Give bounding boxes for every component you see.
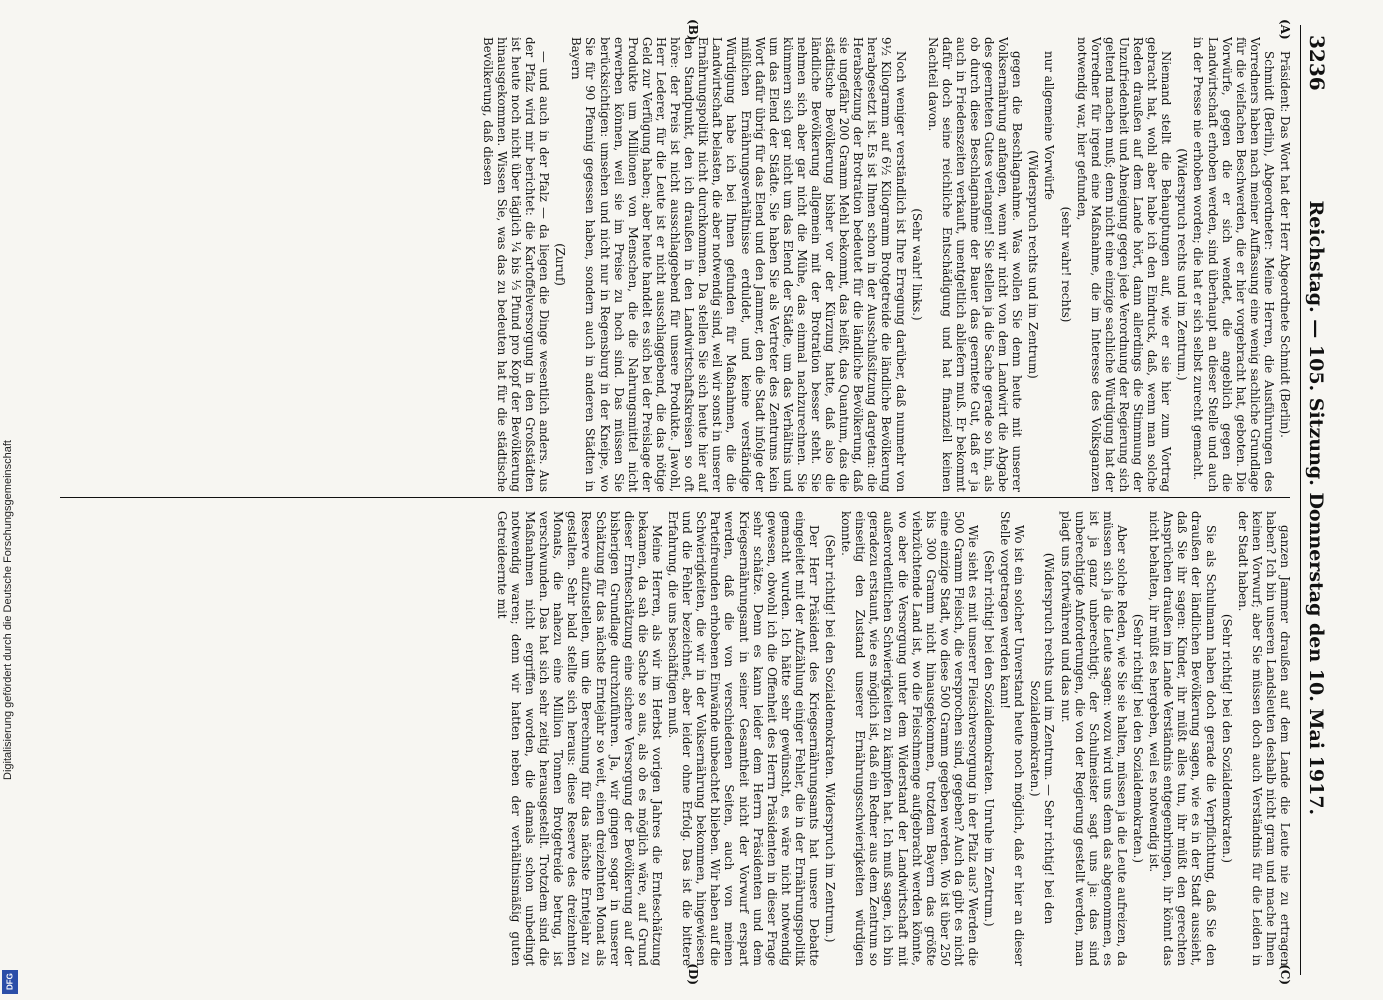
dfg-logo-text: DFG <box>5 973 15 991</box>
interjection: (Sehr richtig! bei den Sozialdemokraten.) <box>1131 613 1146 864</box>
interjection: (Sehr richtig! bei den Sozialdemokraten. Widerspruch im Zentrum.) <box>823 534 838 943</box>
paragraph: Sie als Schulmann haben doch gerade die Verpflichtung, daß Sie den draußen der ländlichen Bevölkerung sagen, wie es in der Stadt aussieht, daß Sie ihr sagen: Kinder, ihr müßt alles tun, ihr müßt den gerechten Ansprüchen draußen im Lande Verständnis entgegenbringen, ihr könnt das nicht behalten, ihr müßt es hergeben, weil es notwendig ist. <box>1147 511 1218 966</box>
margin-marker-c: (C) <box>1278 964 1292 985</box>
page-header <box>1300 25 1340 975</box>
margin-marker-b: (B) <box>686 19 700 41</box>
paragraph: Aber solche Reden, wie Sie sie halten, müssen ja die Leute aufreizen, da müssen sich ja die Leute sagen: wozu wird uns denn das abgenommen, es ist ja ganz unberechtigt; der Schulmeister sagt uns ja: das sind unberechtigte Anforderungen, die von der Regierung gestellt werden, man plagt uns fortwährend und das nur. <box>1058 511 1129 966</box>
paragraph: — und auch in der Pfalz — da liegen die Dinge wesentlich anders. Aus der Pfalz wird mir berichtet: die Kartoffelversorgung in den Großstädten ist heute noch nicht über täglich ¼ bis ⅓ Pfund pro Kopf der Bevölkerung hinausgekommen. Wissen Sie, was das zu bedeuten hat für die städtische Bevölkerung, daß diesen <box>480 37 552 492</box>
interjection: (Zuruf) <box>553 243 568 286</box>
paragraph: gegen die Beschlagnahme. Was wollen Sie denn heute mit unserer Volksernährung anfangen, wenn wir nicht von dem Landwirt die Abgabe des geernteten Gutes verlangen! Sie stellen ja die Sache gerade so hin, als ob durch diese Beschlagnahme der Bauer das geerntete Gut, daß er ja auch in Friedenszeiten verkauft, unentgeltlich abliefern muß. Er bekommt dafür doch seine reichliche Entschädigung und hat finanziell keinen Nachteil davon. <box>925 37 1025 492</box>
paragraph: ganzen Jammer draußen auf dem Lande die Leute nie zu ertragen haben? Ich bin unseren Landsleuten deshalb nicht gram und mache Ihnen keinen Vorwurf; aber Sie müssen doch auch Verständnis für die Leiden in der Stadt haben. <box>1235 511 1292 966</box>
credit-text: Digitalisierung gefördert durch die Deutsche Forschungsgemeinschaft <box>2 440 14 780</box>
paragraph: Der Herr Präsident des Kriegsernährungsamts hat unsere Debatte eingeleitet mit der Aufzählung einiger Fehler, die in der Ernährungspolitik gemacht wurden. Ich hätte sehr gewünscht, es wäre nicht notwendig gewesen, obwohl ich die Offenheit des Herrn Präsidenten in dieser Frage sehr schätze. Denn es kann leider dem Herrn Präsidenten und dem Kriegsernährungsamt in seiner Gesamtheit nicht der Vorwurf erspart werden, daß die von verschiedenen Seiten, auch von meinen Parteifreunden erhobenen Einwände unbeachtet blieben. Wir haben auf die Schwierigkeiten, die wir in der Volksernährung bekommen, hingewiesen und die Fehler bezeichnet, aber leider ohne Erfolg. Das ist die bittere Erfahrung, die uns beschäftigen muß. <box>666 511 821 966</box>
interjection: (Widerspruch rechts und im Zentrum. — Sehr richtig! bei den Sozialdemokraten.) <box>1028 552 1057 925</box>
paragraph: Noch weniger verständlich ist Ihre Erregung darüber, daß nunmehr von 9½ Kilogramm auf 6½ Kilogramm Brotgetreide die ländliche Bevölkerung herabgesetzt ist. Es ist Ihnen schon in der Ausschußsitzung dargetan: die Herabsetzung der Brotration bedeutet für die ländliche Bevölkerung, daß sie ungefähr 200 Gramm Mehl bekommt, das heißt, das Quantum, das die städtische Bevölkerung bisher vor der Kürzung hatte, daß also die ländliche Bevölkerung allgemein mit der Brotration besser steht. Sie nehmen sich aber gar nicht die Mühe, das einmal nachzurechnen. Sie kümmern sich gar nicht um das Elend der Städte, um das Verhältnis und um das Elend der Städte. Sie haben Sie als Vertreter des Zentrums kein Wort dafür übrig für das Elend und den Jammer, den die Stadt infolge der mißlichen Ernährungsverhältnisse erduldet, und keine verständige Würdigung habe ich bei Ihnen gefunden für Maßnahmen, die die Landwirtschaft belasten, die aber notwendig sind, weil wir sonst in unserer Ernährungspolitik nicht durchkommen. Da stellen Sie sich heute hier auf den Standpunkt, den ich draußen in den Landwirtschaftskreisen so oft höre: der Preis ist nicht ausschlaggebend für unsere Produkte. Jawohl, Herr Lederer, für die Leute ist er nicht ausschlaggebend, die das nötige Geld zur Verfügung haben; aber heute handelt es sich bei der Preislage der Produkte um Millionen von Menschen, die die Nahrungsmittel nicht erwerben können, weil sie im Preise zu hoch sind. Das müssen Sie berücksichtigen: umsehen und nicht nur in Regensburg in der Kneipe, wo Sie für 90 Pfennig gegessen haben, sondern auch in anderen Städten in Bayern <box>569 37 908 492</box>
interjection: (Sehr richtig! bei den Sozialdemokraten. Unruhe im Zentrum.) <box>982 550 997 927</box>
interjection: (sehr wahr! rechts) <box>1058 206 1073 323</box>
column-divider <box>60 497 1290 498</box>
page-number: 3236 <box>1305 35 1329 91</box>
paragraph: Präsident: Das Wort hat der Herr Abgeordnete Schmidt (Berlin). <box>1278 51 1292 438</box>
left-column <box>50 37 1292 492</box>
paragraph: nur allgemeine Vorwürfe <box>1042 51 1057 200</box>
paragraph: Wie sieht es mit unserer Fleischversorgung in der Pfalz aus? Werden die 500 Gramm Fleisch, die versprochen sind, gegeben? Auch da gibt es nicht eine einzige Stadt, wo diese 500 Gramm gegeben werden. Wo ist über 250 bis 300 Gramm nicht hinausgekommen, trotzdem Bayern das größte viehzüchtende Land ist, wo die Fleischmenge aufgebracht werden könnte, wo aber die Versorgung unter dem Widerstand der Landwirtschaft mit außerordentlichen Schwierigkeiten zu kämpfen hat. Ich muß sagen, ich bin geradezu erstaunt, wie es möglich ist, daß ein Redner aus dem Zentrum so einseitig den Zustand unserer Ernährungsschwierigkeiten würdigen konnte. <box>839 511 981 966</box>
digitization-credit <box>0 250 18 970</box>
right-column <box>50 511 1292 966</box>
interjection: (Widerspruch rechts und im Zentrum.) <box>1175 148 1190 381</box>
margin-marker-d: (D) <box>686 963 700 985</box>
session-title: Reichstag. — 105. Sitzung. Donnerstag den 10. Mai 1917. <box>1305 200 1327 816</box>
margin-marker-a: (A) <box>1278 19 1292 40</box>
interjection: (Widerspruch rechts und im Zentrum) <box>1026 150 1041 379</box>
paragraph: Niemand stellt die Behauptungen auf, wie er sie hier zum Vortrag gebracht hat, wohl aber habe ich den Eindruck, daß, wenn man solche Reden draußen auf dem Lande hört, dann allerdings die Stimmung der Unzufriedenheit und Abneigung gegen jede Verordnung der Regierung sich geltend machen muß; denn nicht eine einzige sachliche Würdigung hat der Vorredner für irgend eine Maßnahme, die im Interesse des Volksganzen notwendig war, hier gefunden, <box>1074 37 1174 492</box>
paragraph: Wo ist ein solcher Unverstand heute noch möglich, daß er hier an dieser Stelle vorgetragen werden kann! <box>998 511 1027 966</box>
interjection: (Sehr wahr! links.) <box>909 208 924 321</box>
paragraph: Schmidt (Berlin), Abgeordneter: Meine Herren, die Ausführungen des Vorredners haben nach meiner Auffassung eine wenig sachliche Grundlage für die vielfachen Beschwerden, die er hier vorgebracht hat, geboten. Die Vorwürfe, gegen die er sich wendet, die angeblich gegen die Landwirtschaft erhoben werden, sind überhaupt an dieser Stelle und auch in der Presse nie erhoben worden; die hat er sich selbst zurecht gemacht. <box>1191 37 1276 492</box>
dfg-logo <box>2 970 18 994</box>
paragraph: Meine Herren, als wir im Herbst vorigen Jahres die Ernteschätzung bekamen, da sah die Sache so aus, als ob es möglich wäre, auf Grund dieser Ernteschätzung eine sichere Versorgung der Bevölkerung auf der bisherigen Grundlage durchzuführen. Ja, wir gingen sogar in unserer Schätzung für das nächste Erntejahr so weit, einen dreizehnten Monat als Reserve aufzustellen, um die Berechnung für das nächste Erntejahr zu gestalten. Sehr bald stellte sich heraus: diese Reserve des dreizehnten Monats, die nahezu eine Million Tonnen Brotgetreide betrug, ist verschwunden. Das hat sich sehr zeitig herausgestellt. Trotzdem sind die Maßnahmen nicht ergriffen worden, die damals schon unbedingt notwendig waren; denn wir hatten neben der verhältnismäßig guten Getreideernte mit <box>494 511 664 966</box>
rotated-document-page <box>40 19 1340 985</box>
interjection: (Sehr richtig! bei den Sozialdemokraten.) <box>1219 613 1234 864</box>
